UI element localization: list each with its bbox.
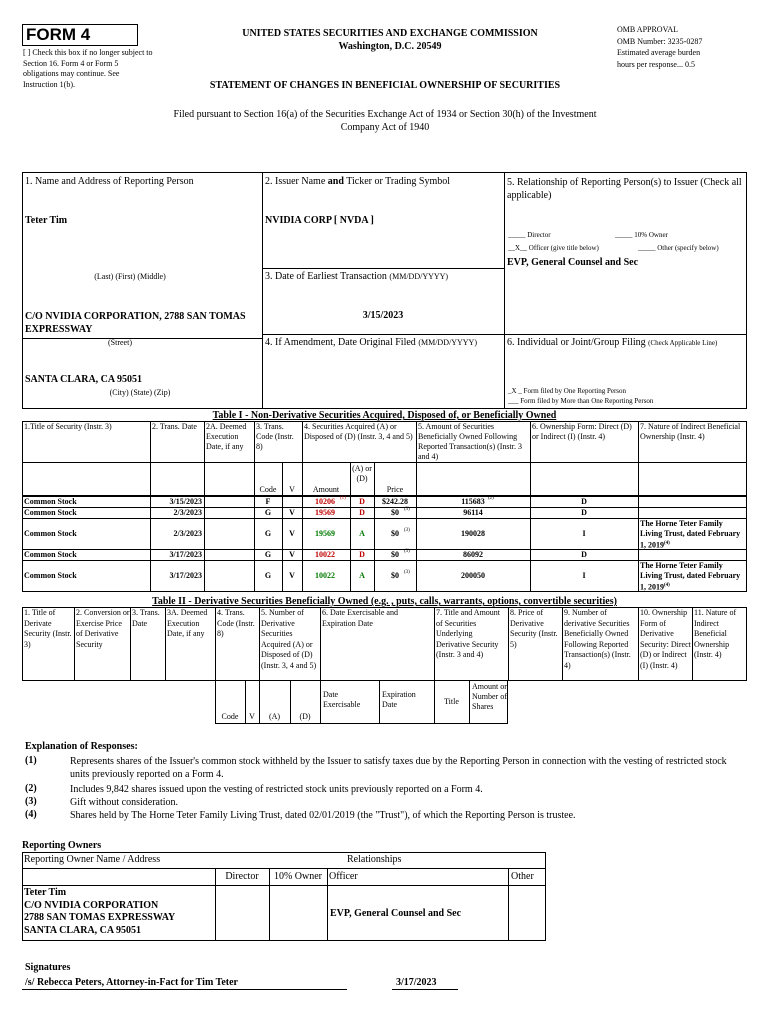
- issuer-name-ticker: NVIDIA CORP [ NVDA ]: [265, 215, 374, 226]
- omb-line1: OMB APPROVAL: [617, 25, 678, 34]
- t2-date-ex-header: Date Exercisable: [323, 690, 361, 709]
- trans-v: V: [289, 507, 295, 517]
- t1-col3-header: 3. Trans. Code (Instr. 8): [256, 422, 294, 451]
- footnote-number: (2): [25, 783, 37, 794]
- t2-col2-header: 2. Conversion or Exercise Price of Derivative Security: [76, 608, 130, 649]
- agency-line2: Washington, D.C. 20549: [338, 41, 442, 52]
- trans-v: V: [289, 528, 295, 538]
- form-title: FORM 4: [26, 25, 91, 44]
- footnote-ref: (1): [340, 495, 346, 501]
- trans-amount: 19569: [315, 507, 335, 517]
- t1-ad-header: (A) or (D): [352, 464, 372, 483]
- filing-one-person: _X _ Form filed by One Reporting Person: [508, 387, 627, 395]
- reporting-person-name: Teter Tim: [25, 215, 68, 226]
- t2-amount-header: Amount or Number of Shares: [472, 682, 507, 711]
- officer-title: EVP, General Counsel and Sec: [507, 257, 639, 268]
- t2-col5-header: 5. Number of Derivative Securities Acquired (A) or Disposed of (D) (Instr. 3, 4 and 5): [261, 608, 317, 670]
- acquired-disposed: A: [359, 570, 365, 580]
- ownership-form: D: [581, 507, 587, 517]
- t2-col8-header: 8. Price of Derivative Security (Instr. 5): [510, 608, 558, 649]
- box4-label: 4. If Amendment, Date Original Filed (MM/DD/YYYY): [265, 337, 477, 348]
- owner-officer-title: EVP, General Counsel and Sec: [330, 908, 462, 919]
- footnote-ref: (3): [404, 506, 410, 512]
- trans-code: F: [265, 496, 271, 506]
- trans-code: G: [264, 507, 272, 517]
- t2-code-header: Code: [221, 712, 239, 721]
- owners-col-ten: 10% Owner: [273, 871, 323, 882]
- t2-col10-header: 10. Ownership Form of Derivative Security: Direct (D) or Indirect (I) (Instr. 4): [640, 608, 691, 670]
- security-title: Common Stock: [24, 496, 77, 506]
- trans-price: $0: [391, 528, 399, 538]
- t2-v-header: V: [249, 712, 255, 721]
- trans-date: 3/17/2023: [169, 570, 202, 580]
- t2-col7-header: 7. Title and Amount of Securities Underlying Derivative Security (Instr. 3 and 4): [436, 608, 501, 659]
- t1-col6-header: 6. Ownership Form: Direct (D) or Indirect (I) (Instr. 4): [532, 422, 632, 441]
- rel-other: _____ Other (specify below): [638, 244, 719, 252]
- t2-a-header: (A): [268, 712, 281, 721]
- trans-amount: 19569: [315, 528, 335, 538]
- rel-director: _____ Director: [508, 231, 551, 239]
- nature-of-ownership: The Horne Teter Family Living Trust, dated February 1, 2019$^{(4)}$: [640, 561, 741, 592]
- t2-col6-header: 6. Date Exercisable and Expiration Date: [322, 608, 398, 628]
- acquired-disposed: D: [359, 496, 365, 506]
- t1-price-header: Price: [386, 485, 404, 494]
- trans-price: $0: [391, 549, 399, 559]
- box5-label: 5. Relationship of Reporting Person(s) to Issuer (Check all applicable): [507, 177, 742, 201]
- footnote-ref: (3): [404, 548, 410, 554]
- owners-col-relationships: Relationships: [347, 854, 402, 865]
- statement-title: STATEMENT OF CHANGES IN BENEFICIAL OWNERSHIP OF SECURITIES: [209, 80, 561, 91]
- t2-col3-header: 3. Trans. Date: [132, 608, 160, 628]
- t1-col5-header: 5. Amount of Securities Beneficially Owned Following Reported Transaction(s) (Instr. 3 and 4): [418, 422, 522, 461]
- owned-following: 86092: [463, 549, 483, 559]
- footnote-text: Represents shares of the Issuer's common stock withheld by the Issuer to satisfy taxes due by the Reporting Person in connection with the vesting of restricted stock units previously reported on a Form 4.: [70, 756, 727, 780]
- rel-ten-percent: _____ 10% Owner: [615, 231, 668, 239]
- t1-code-header: Code: [259, 485, 277, 494]
- box2-label: 2. Issuer Name and Ticker or Trading Symbol: [265, 176, 451, 187]
- signer-name: /s/ Rebecca Peters, Attorney-in-Fact for Tim Teter: [25, 977, 238, 988]
- acquired-disposed: A: [359, 528, 365, 538]
- owners-heading: Reporting Owners: [22, 840, 102, 851]
- t2-exp-header: Expiration Date: [382, 690, 416, 709]
- t2-col9-header: 9. Number of derivative Securities Beneficially Owned Following Reported Transaction(s) (Instr. 4): [564, 608, 631, 670]
- signatures-heading: Signatures: [25, 962, 71, 973]
- omb-line3: Estimated average burden: [617, 48, 701, 57]
- signature-date: 3/17/2023: [396, 977, 437, 988]
- table2-title: Table II - Derivative Securities Beneficially Owned (e.g. , puts, calls, warrants, options, convertible securities): [152, 596, 617, 607]
- t2-title-header: Title: [444, 697, 459, 706]
- trans-code: G: [264, 570, 272, 580]
- name-sub-labels: (Last) (First) (Middle): [94, 272, 166, 281]
- ownership-form: I: [582, 570, 586, 580]
- trans-v: V: [289, 570, 295, 580]
- street-sub-label: (Street): [108, 338, 132, 347]
- trans-amount: 10206: [315, 496, 335, 506]
- footnote-ref: (3): [404, 527, 410, 533]
- t1-v-header: V: [289, 485, 295, 494]
- owners-col-director: Director: [225, 871, 259, 882]
- trans-amount: 10022: [315, 570, 335, 580]
- omb-box: [617, 24, 757, 70]
- omb-line4: hours per response... 0.5: [617, 59, 695, 69]
- owned-following: 96114: [463, 507, 483, 517]
- acquired-disposed: D: [359, 549, 365, 559]
- owned-following: 200050: [461, 570, 485, 580]
- t1-amount-header: Amount: [312, 485, 340, 494]
- omb-line2: OMB Number: 3235-0287: [617, 36, 703, 46]
- trans-amount: 10022: [315, 549, 335, 559]
- footnote-text: Shares held by The Horne Teter Family Living Trust, dated 02/01/2019 (the "Trust"), of which the Reporting Person is trustee.: [70, 810, 576, 821]
- owned-following: 115683: [461, 496, 485, 506]
- t1-col1-header: 1.Title of Security (Instr. 3): [24, 422, 112, 431]
- owners-col-officer: Officer: [329, 871, 358, 882]
- filing-more-persons: ___ Form filed by More than One Reporting Person: [508, 397, 654, 405]
- owners-col-other: Other: [511, 871, 534, 882]
- table1-title: Table I - Non-Derivative Securities Acquired, Disposed of, or Beneficially Owned: [212, 410, 557, 421]
- box6-label: 6. Individual or Joint/Group Filing (Check Applicable Line): [507, 337, 718, 348]
- security-title: Common Stock: [24, 570, 77, 580]
- footnote-number: (3): [25, 796, 37, 807]
- footnote-text: Includes 9,842 shares issued upon the vesting of restricted stock units previously reported on a Form 4.: [70, 784, 483, 795]
- reporting-person-city: SANTA CLARA, CA 95051: [25, 374, 143, 385]
- filed-pursuant: Filed pursuant to Section 16(a) of the Securities Exchange Act of 1934 or Section 30(h) of the Investment Company Act of 1940: [173, 109, 597, 133]
- footnote-number: (1): [25, 755, 37, 766]
- t1-col2a-header: 2A. Deemed Execution Date, if any: [206, 422, 247, 451]
- city-sub-labels: (City) (State) (Zip): [109, 388, 171, 397]
- nature-of-ownership: The Horne Teter Family Living Trust, dated February 1, 2019$^{(4)}$: [640, 519, 741, 550]
- footnote-ref: (2): [488, 495, 494, 501]
- owner-name-address: Teter Tim C/O NVIDIA CORPORATION 2788 SAN TOMAS EXPRESSWAY SANTA CLARA, CA 95051: [24, 887, 176, 936]
- footnote-number: (4): [25, 809, 37, 820]
- trans-code: G: [264, 528, 272, 538]
- box1-label: 1. Name and Address of Reporting Person: [25, 176, 194, 187]
- t2-col1-header: 1. Title of Derivate Security (Instr. 3): [24, 608, 72, 649]
- trans-date: 2/3/2023: [173, 507, 202, 517]
- explanation-heading: Explanation of Responses:: [25, 741, 138, 752]
- trans-price: $0: [391, 507, 399, 517]
- trans-date: 3/17/2023: [169, 549, 202, 559]
- security-title: Common Stock: [24, 528, 77, 538]
- t2-col4-header: 4. Trans. Code (Instr. 8): [217, 608, 255, 638]
- ownership-form: D: [581, 496, 587, 506]
- trans-price: $242.28: [382, 496, 408, 506]
- reporting-person-street: C/O NVIDIA CORPORATION, 2788 SAN TOMAS EXPRESSWAY: [25, 311, 246, 335]
- security-title: Common Stock: [24, 549, 77, 559]
- t1-col7-header: 7. Nature of Indirect Beneficial Ownership (Instr. 4): [640, 422, 741, 441]
- ownership-form: I: [582, 528, 586, 538]
- footnote-text: Gift without consideration.: [70, 797, 179, 808]
- box3-label: 3. Date of Earliest Transaction (MM/DD/YYYY): [265, 271, 449, 282]
- security-title: Common Stock: [24, 507, 77, 517]
- checkbox-text: [ ] Check this box if no longer subject to Section 16. Form 4 or Form 5 obligations may continue. See Instruction 1(b).: [23, 48, 153, 89]
- t2-col3a-header: 3A. Deemed Execution Date, if any: [167, 608, 208, 638]
- trans-price: $0: [391, 570, 399, 580]
- rel-officer: __X__ Officer (give title below): [508, 244, 599, 252]
- agency-line1: UNITED STATES SECURITIES AND EXCHANGE COMMISSION: [242, 28, 538, 39]
- t2-col11-header: 11. Nature of Indirect Beneficial Ownership (Instr. 4): [694, 608, 737, 659]
- footnote-ref: (3): [404, 569, 410, 575]
- trans-code: G: [264, 549, 272, 559]
- ownership-form: D: [581, 549, 587, 559]
- owners-col-name: Reporting Owner Name / Address: [24, 854, 161, 865]
- t1-col2-header: 2. Trans. Date: [152, 422, 197, 431]
- owned-following: 190028: [461, 528, 485, 538]
- trans-v: V: [289, 549, 295, 559]
- trans-date: 3/15/2023: [169, 496, 202, 506]
- t1-col4-header: 4. Securities Acquired (A) or Disposed of (D) (Instr. 3, 4 and 5): [304, 422, 413, 441]
- trans-date: 2/3/2023: [173, 528, 202, 538]
- t2-d-header: (D): [299, 712, 311, 721]
- acquired-disposed: D: [359, 507, 365, 517]
- earliest-transaction-date: 3/15/2023: [362, 310, 404, 321]
